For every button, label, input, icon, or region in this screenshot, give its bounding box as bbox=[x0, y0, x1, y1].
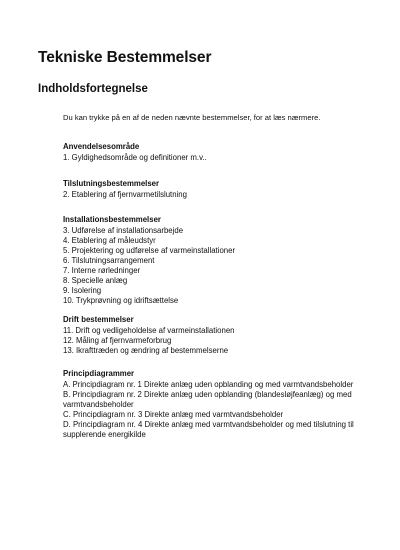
toc-link[interactable]: 3. Udførelse af installationsarbejde bbox=[63, 226, 184, 235]
toc-link[interactable]: 1. Gyldighedsområde og definitioner m.v.. bbox=[63, 153, 207, 162]
section-heading: Principdiagrammer bbox=[63, 369, 135, 378]
section-heading: Tilslutningsbestemmelser bbox=[63, 179, 160, 188]
toc-link[interactable]: 10. Trykprøvning og idriftsættelse bbox=[63, 296, 179, 305]
toc-link[interactable]: B. Principdiagram nr. 2 Direkte anlæg uden opblanding (blandesløjfeanlæg) og med varmtvandsbeholder bbox=[63, 390, 352, 409]
toc-link[interactable]: 8. Specielle anlæg bbox=[63, 276, 128, 285]
toc-link[interactable]: A. Principdiagram nr. 1 Direkte anlæg uden opblanding og med varmtvandsbeholder bbox=[63, 380, 354, 389]
toc-link[interactable]: C. Principdiagram nr. 3 Direkte anlæg med varmtvandsbeholder bbox=[63, 410, 284, 419]
toc-link[interactable]: 2. Etablering af fjernvarmetilslutning bbox=[63, 190, 187, 199]
intro-text: Du kan trykke på en af de neden nævnte bestemmelser, for at læs nærmere. bbox=[63, 113, 321, 122]
section-anvendelsesomraade bbox=[63, 142, 363, 163]
section-heading: Anvendelsesområde bbox=[63, 142, 140, 151]
toc-link[interactable]: 12. Måling af fjernvarmeforbrug bbox=[63, 336, 172, 345]
section-principdiagrammer bbox=[63, 369, 363, 440]
toc-heading: Indholdsfortegnelse bbox=[38, 83, 148, 95]
section-heading: Installationsbestemmelser bbox=[63, 215, 161, 224]
section-installationsbestemmelser bbox=[63, 215, 363, 306]
section-tilslutningsbestemmelser bbox=[63, 179, 363, 200]
toc-link[interactable]: 7. Interne rørledninger bbox=[63, 266, 141, 275]
toc-link[interactable]: 11. Drift og vedligeholdelse af varmeinstallationen bbox=[63, 326, 235, 335]
toc-link[interactable]: 6. Tilslutningsarrangement bbox=[63, 256, 155, 265]
toc-link[interactable]: 5. Projektering og udførelse af varmeinstallationer bbox=[63, 246, 236, 255]
toc-link[interactable]: 9. Isolering bbox=[63, 286, 102, 295]
toc-link[interactable]: 4. Etablering af måleudstyr bbox=[63, 236, 156, 245]
section-heading: Drift bestemmelser bbox=[63, 315, 134, 324]
page-title: Tekniske Bestemmelser bbox=[38, 49, 212, 66]
toc-link[interactable]: 13. Ikrafttræden og ændring af bestemmelserne bbox=[63, 346, 229, 355]
toc-link[interactable]: D. Principdiagram nr. 4 Direkte anlæg med varmtvandsbeholder og med tilslutning til supplerende energikilde bbox=[63, 420, 354, 439]
section-drift-bestemmelser bbox=[63, 315, 363, 356]
